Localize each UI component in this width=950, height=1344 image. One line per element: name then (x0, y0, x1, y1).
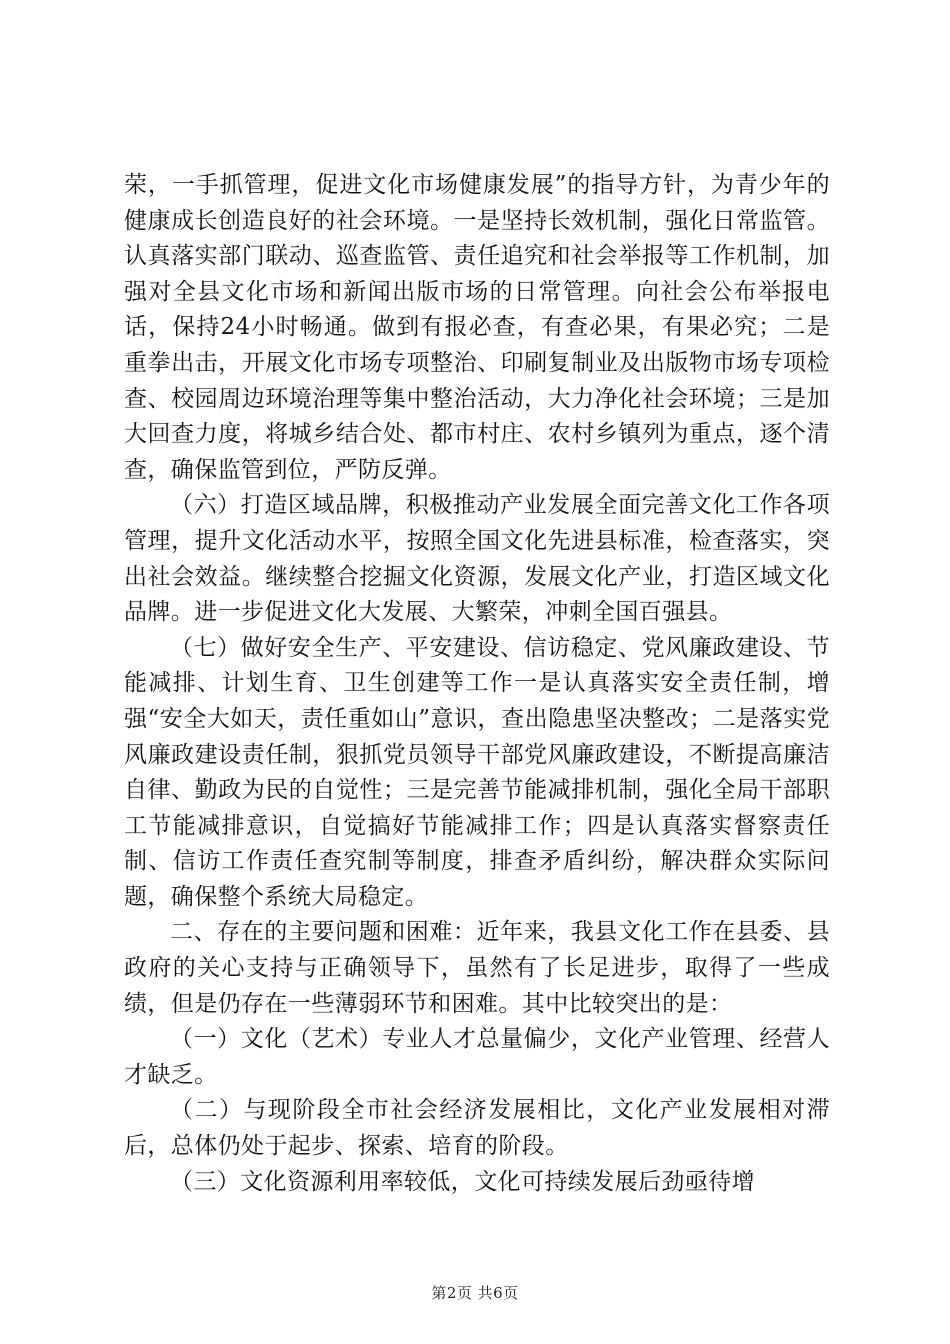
document-body (124, 168, 830, 1200)
paragraph-problem-talent: （一）文化（艺术）专业人才总量偏少，文化产业管理、经营人才缺乏。 (124, 1026, 830, 1088)
page-footer: 第2页 共6页 (431, 1284, 519, 1302)
paragraph-main-problems: 二、存在的主要问题和困难：近年来，我县文化工作在县委、县政府的关心支持与正确领导下，虽然有了长足进步，取得了一些成绩，但是仍存在一些薄弱环节和困难。其中比较突出的是： (124, 919, 830, 1017)
paragraph-regional-brand: （六）打造区域品牌，积极推动产业发展全面完善文化工作各项管理，提升文化活动水平，按照全国文化先进县标准，检查落实，突出社会效益。继续整合挖掘文化资源，发展文化产业，打造区域文化品牌。进一步促进文化大发展、大繁荣，冲刺全国百强县。 (124, 492, 830, 626)
paragraph-market-supervision: 荣，一手抓管理，促进文化市场健康发展”的指导方针，为青少年的健康成长创造良好的社会环境。一是坚持长效机制，强化日常监管。认真落实部门联动、巡查监管、责任追究和社会举报等工作机制，加强对全县文化市场和新闻出版市场的日常管理。向社会公布举报电话，保持24小时畅通。做到有报必查，有查必果，有果必究；二是重拳出击，开展文化市场专项整治、印刷复制业及出版物市场专项检查、校园周边环境治理等集中整治活动，大力净化社会环境；三是加大回查力度，将城乡结合处、都市村庄、农村乡镇列为重点，逐个清查，确保监管到位，严防反弹。 (124, 172, 830, 483)
paragraph-problem-resources: （三）文化资源利用率较低，文化可持续发展后劲亟待增 (170, 1168, 755, 1195)
paragraph-safety-production: （七）做好安全生产、平安建设、信访稳定、党风廉政建设、节能减排、计划生育、卫生创建等工作一是认真落实安全责任制，增强“安全大如天，责任重如山”意识，查出隐患坚决整改；二是落实党风廉政建设责任制，狠抓党员领导干部党风廉政建设，不断提高廉洁自律、勤政为民的自觉性；三是完善节能减排机制，强化全局干部职工节能减排意识，自觉搞好节能减排工作；四是认真落实督察责任制、信访工作责任查究制等制度，排查矛盾纠纷，解决群众实际问题，确保整个系统大局稳定。 (124, 634, 830, 910)
paragraph-problem-industry: （二）与现阶段全市社会经济发展相比，文化产业发展相对滞后，总体仍处于起步、探索、培育的阶段。 (124, 1097, 830, 1160)
